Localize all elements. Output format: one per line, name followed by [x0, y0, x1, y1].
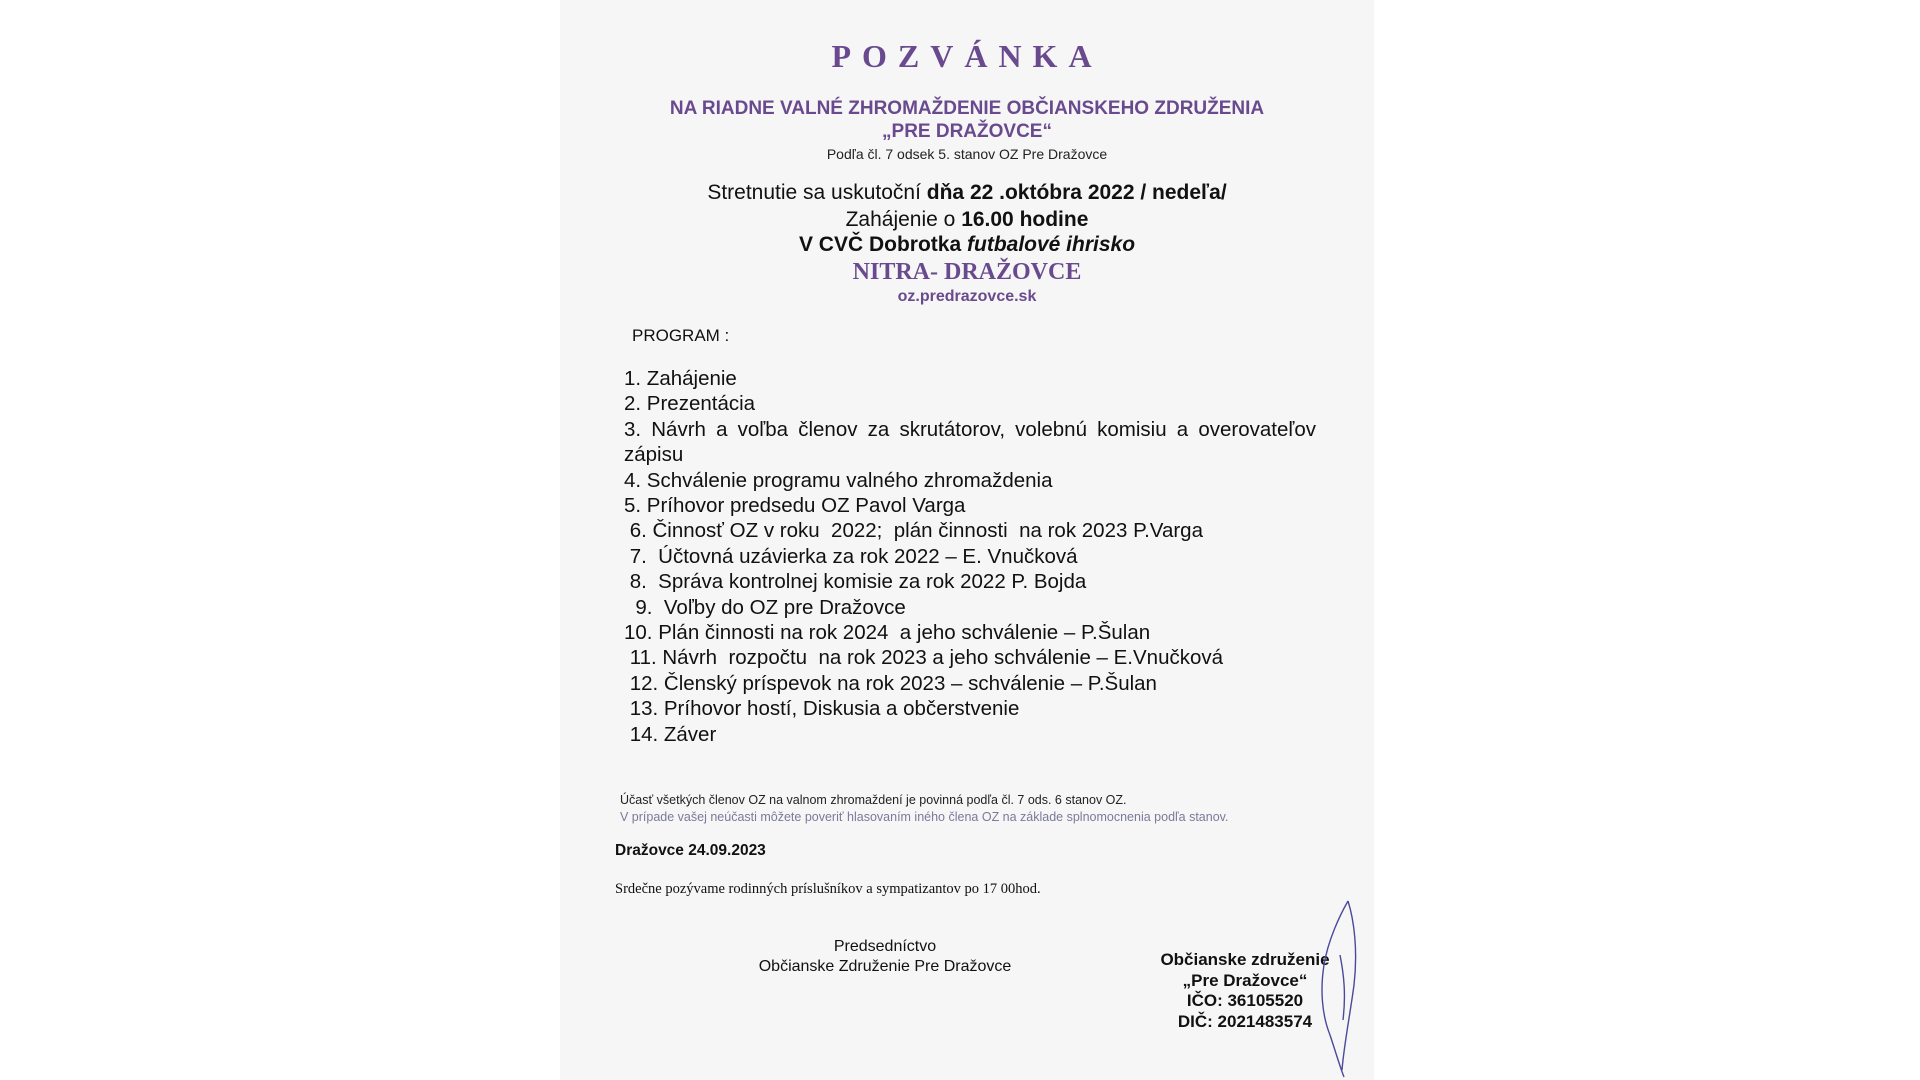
stamp-dic: DIČ: 2021483574 [1177, 1011, 1313, 1031]
program-item: 10. Plán činnosti na rok 2024 a jeho schválenie – P.Šulan [624, 621, 1151, 645]
meeting-venue: V CVČ Dobrotka [798, 233, 967, 256]
meeting-city: NITRA- DRAŽOVCE [852, 259, 1082, 285]
program-item: 6. Činnosť OZ v roku 2022; plán činnosti na rok 2023 P.Varga [624, 519, 1203, 543]
program-item: 4. Schválenie programu valného zhromaždenia [624, 468, 1053, 492]
stamp-name-quoted: „Pre Dražovce“ [1182, 970, 1308, 990]
signature-board: Predsedníctvo [833, 938, 937, 955]
meeting-time-line [560, 208, 1374, 232]
program-item: 1. Zahájenie [624, 367, 737, 390]
signature-organization: Občianske Združenie Pre Dražovce [758, 958, 1012, 975]
program-item: 7. Účtovná uzávierka za rok 2022 – E. Vnučková [624, 544, 1078, 568]
handwritten-signature [1310, 895, 1370, 1080]
program-item: 2. Prezentácia [624, 392, 756, 416]
document-title: POZVÁNKA [831, 38, 1103, 74]
program-item: 5. Príhovor predsedu OZ Pavol Varga [624, 494, 966, 518]
subtitle-note: Podľa čl. 7 odsek 5. stanov OZ Pre Dražovce [826, 146, 1108, 162]
meeting-date-prefix: Stretnutie sa uskutoční [707, 181, 927, 204]
proxy-note: V prípade vašej neúčasti môžete poveriť hlasovaním iného člena OZ na základe splnomocnenia podľa stanov. [620, 810, 1229, 824]
stamp-ico: IČO: 36105520 [1186, 991, 1304, 1010]
meeting-time-prefix: Zahájenie o [845, 208, 962, 231]
attendance-note: Účasť všetkých členov OZ na valnom zhromaždení je povinná podľa čl. 7 ods. 6 stanov OZ. [620, 793, 1127, 807]
program-item: 8. Správa kontrolnej komisie za rok 2022 P. Bojda [624, 570, 1087, 594]
program-item: 14. Záver [624, 722, 717, 746]
subtitle-line-2: „PRE DRAŽOVCE“ [882, 121, 1052, 142]
program-item: 9. Voľby do OZ pre Dražovce [624, 595, 906, 619]
meeting-time: 16.00 hodine [961, 208, 1089, 231]
meeting-date: dňa 22 .októbra 2022 / nedeľa/ [926, 181, 1227, 204]
program-list [624, 366, 1316, 747]
program-item: 13. Príhovor hostí, Diskusia a občerstvenie [624, 697, 1020, 721]
program-item: 11. Návrh rozpočtu na rok 2023 a jeho schválenie – E.Vnučková [624, 646, 1224, 670]
document-page [560, 0, 1374, 1080]
invitation-line: Srdečne pozývame rodinných príslušníkov a sympatizantov po 17 00hod. [615, 881, 1041, 897]
meeting-date-line [560, 181, 1374, 205]
document-date: Dražovce 24.09.2023 [615, 842, 766, 859]
website-link[interactable]: oz.predrazovce.sk [897, 288, 1037, 305]
subtitle-line-1: NA RIADNE VALNÉ ZHROMAŽDENIE OBČIANSKEHO ZDRUŽENIA [669, 98, 1265, 119]
meeting-venue-detail: futbalové ihrisko [967, 233, 1136, 256]
program-heading: PROGRAM : [632, 326, 730, 345]
program-item: 3. Návrh a voľba členov za skrutátorov, volebnú komisiu a overovateľov zápisu [624, 417, 1316, 467]
meeting-venue-line [560, 233, 1374, 257]
stamp-name: Občianske združenie [1160, 950, 1330, 969]
program-item: 12. Členský príspevok na rok 2023 – schválenie – P.Šulan [624, 671, 1157, 695]
